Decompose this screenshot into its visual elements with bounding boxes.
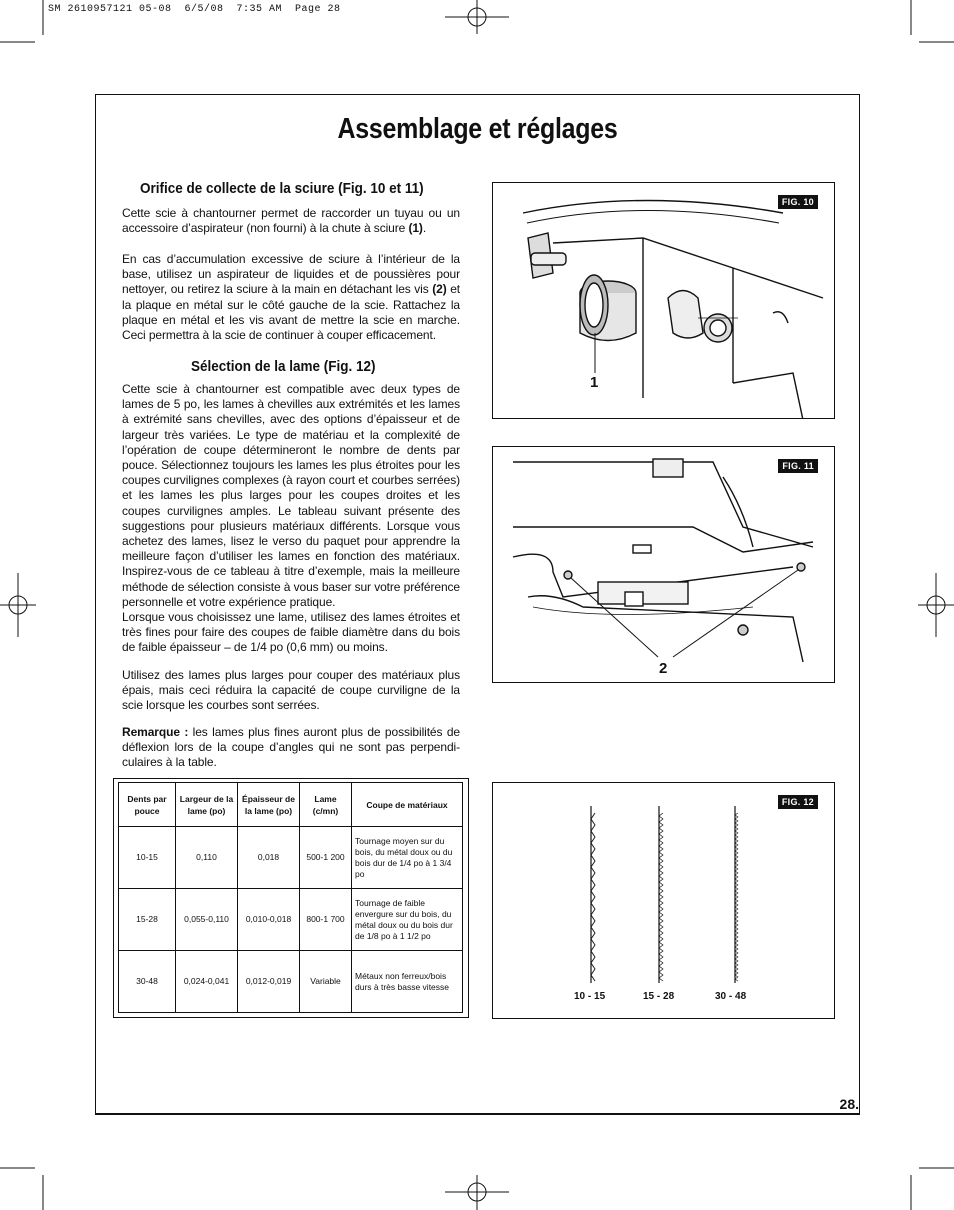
cell-speed: 500-1 200 (300, 827, 352, 889)
cell-thickness: 0,012-0,019 (238, 951, 300, 1013)
cell-width: 0,110 (176, 827, 238, 889)
page-title: Assemblage et réglages (337, 113, 618, 145)
page-number: 28. (839, 1096, 859, 1112)
cell-material: Tournage moyen sur du bois, du métal doux ou du bois dur de 1/4 po à 1 3/4 po (352, 827, 463, 889)
header-material: Coupe de matériaux (352, 783, 463, 827)
cell-teeth: 10-15 (119, 827, 176, 889)
fig-11-tag: FIG. 11 (778, 459, 818, 473)
table-row (119, 827, 463, 889)
paragraph-blade-3: Utilisez des lames plus larges pour couper des matériaux plus épais, mais ceci réduira la capacité de coupe curviligne de la scie lorsque les courbes sont serrées. (122, 668, 460, 713)
table-header-row (119, 783, 463, 827)
callout-1: 1 (590, 374, 599, 391)
figure-11 (492, 446, 835, 683)
cell-thickness: 0,018 (238, 827, 300, 889)
fig-12-tag: FIG. 12 (778, 795, 818, 809)
paragraph-dust-port-2: En cas d’accumulation excessive de sciure à l’intérieur de la base, utilisez un aspirateur de liquides et de poussières pour nettoyer, ou retirez la sciure à la main en détachant les vis (2) et la plaque en métal sur le côté gauche de la scie. Rattachez la plaque en métal et les vis avant de mettre la scie en marche. Ceci permettra à la scie de continuer à couper efficacement. (122, 252, 461, 343)
cell-material: Métaux non ferreux/bois durs à très basse vitesse (352, 951, 463, 1013)
cell-thickness: 0,010-0,018 (238, 889, 300, 951)
callout-2: 2 (659, 660, 668, 677)
base-screws-illustration (493, 447, 835, 683)
paragraph-blade-2: Lorsque vous choisissez une lame, utilisez des lames étroites et très fines pour faire des coupes de faible diamètre dans du bois de faible épaisseur – de 1/4 po (0,6 mm) ou moins. (122, 610, 460, 655)
cell-width: 0,024-0,041 (176, 951, 238, 1013)
printer-slug: SM 2610957121 05-08 6/5/08 7:35 AM Page 28 (48, 4, 341, 15)
header-width: Largeur de la lame (po) (176, 783, 238, 827)
paragraph-note: Remarque : les lames plus fines auront plus de possibilités de déflexion lors de la coupe d’angles qui ne sont pas perpendi-culaires à la table. (122, 725, 460, 770)
blade-label-15-28: 15 - 28 (643, 991, 675, 1002)
blades-illustration (493, 783, 835, 1019)
blade-label-30-48: 30 - 48 (715, 991, 747, 1002)
figure-10 (492, 182, 835, 419)
cell-speed: Variable (300, 951, 352, 1013)
heading-dust-port: Orifice de collecte de la sciure (Fig. 10 et 11) (140, 180, 424, 197)
dust-port-illustration (493, 183, 835, 419)
table-row (119, 889, 463, 951)
header-thickness: Épaisseur de la lame (po) (238, 783, 300, 827)
paragraph-blade-1: Cette scie à chantourner est compatible avec deux types de lames de 5 po, les lames à chevilles aux extrémités et les lames à extrémité sans chevilles, avec des options d’épaisseur et de largeur très variées. Le type de matériau et la complexité de l’opération de coupe détermineront le nombre de dents par pouce. Sélectionnez toujours les lames les plus étroites pour les coupes curvilignes complexes (à rayon court et courbes serrées) et les lames les plus larges pour les coupes droites et les coupes curvilignes amples. Le tableau suivant présente des suggestions pour plusieurs matériaux différents. Lorsque vous achetez des lames, lisez le verso du paquet pour apprendre la meilleure façon d’utiliser les lames en fonction des matériaux. Inspirez-vous de ce tableau à titre d’exemple, mais la meilleure méthode de sélection consiste à vous baser sur votre préférence personnelle et votre expérience pratique. (122, 382, 460, 609)
cell-material: Tournage de faible envergure sur du bois, du métal doux ou du bois dur de 1/8 po à 1 1/2 po (352, 889, 463, 951)
blade-label-10-15: 10 - 15 (574, 991, 606, 1002)
blade-table (118, 782, 463, 1013)
paragraph-dust-port-1: Cette scie à chantourner permet de raccorder un tuyau ou un accessoire d’aspirateur (non fourni) à la chute à sciure (1). (122, 206, 460, 236)
heading-blade-selection: Sélection de la lame (Fig. 12) (191, 358, 376, 375)
fig-10-tag: FIG. 10 (778, 195, 818, 209)
cell-teeth: 15-28 (119, 889, 176, 951)
header-teeth: Dents par pouce (119, 783, 176, 827)
header-speed: Lame (c/mn) (300, 783, 352, 827)
cell-teeth: 30-48 (119, 951, 176, 1013)
cell-width: 0,055-0,110 (176, 889, 238, 951)
cell-speed: 800-1 700 (300, 889, 352, 951)
table-row (119, 951, 463, 1013)
figure-12 (492, 782, 835, 1019)
